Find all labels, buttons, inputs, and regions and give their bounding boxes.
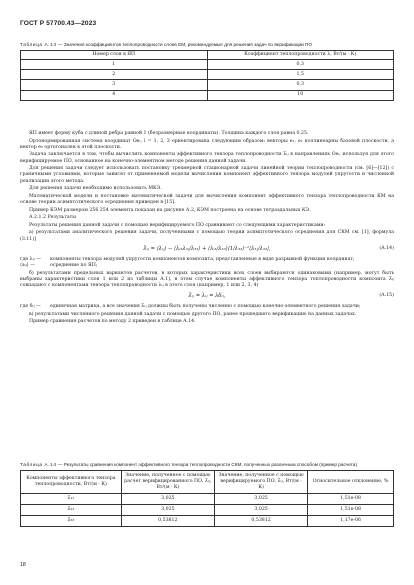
table-a13 <box>20 50 394 101</box>
table-cell: 1,51e-08 <box>308 505 394 516</box>
table-row <box>21 80 394 90</box>
paragraph: а) результатами аналитического решения задачи, полученными с помощью теории асимптотического осреднения для СКМ см. [1], формула (3.11)] <box>20 230 394 242</box>
table-cell: 0,53812 <box>214 515 307 526</box>
table-a14-header-verified: Значение, полученное с помощью верифицируемого ПО, λ̂ᵢⱼ, Вт/(м · К) <box>214 471 307 494</box>
section-heading: А.2.1.2 Результаты <box>29 215 76 221</box>
table-cell: 1,51e-08 <box>308 494 394 505</box>
table-row <box>21 494 394 505</box>
paragraph: ЯП имеет форму куба с длиной ребра равной 1 (безразмерные координаты). Толщина каждого слоя равна 0,25. <box>29 131 309 136</box>
table-a14-header-reference: Значение, полученное с помощью расчет верифицированного ПО, λ̂ᵢⱼ, Вт/(м · К) <box>121 471 214 494</box>
page-number: 18 <box>20 562 26 568</box>
legend-term: где δᵢⱼ — <box>20 304 41 309</box>
formula-a15-expression: λ̂ᵢⱼ = λᵢⱼ = λδᵢⱼ, <box>188 293 226 300</box>
table-cell: λ̂₃₃ <box>21 515 122 526</box>
legend-text: компоненты тензора модулей упругости компонентов композита, представленные в виде разрывной функции координат; <box>50 256 355 262</box>
legend-text: осреднение по ЯП; <box>50 262 98 268</box>
paragraph: Результаты решения данной задачи с помощью верифицируемого ПО сравнивают со следующими характеристиками: <box>29 222 326 228</box>
formula-a14 <box>20 246 394 253</box>
table-a13-caption <box>20 42 394 48</box>
table-cell: 0,53812 <box>121 515 214 526</box>
table-cell: 3,025 <box>121 505 214 516</box>
table-a14-title: — Результаты сравнения компонент эффективного тензора теплопроводности СКМ, полученных различным способом (пример расчета) <box>57 462 357 467</box>
paragraph: Для решения задачи следует использовать постановку трехмерной стационарной задачи линейной теории теплопроводности (см. [6]—[12]) с граничными условиями, которые зависят от применяемой модели вычисления компонент эффективного тензора модулей упругости и численной реализации этого метода. <box>20 166 394 184</box>
paragraph: Пример сравнения расчетов по методу 2 приведен в таблице А.14. <box>29 319 196 325</box>
legend-term: где λᵢⱼ — <box>20 256 41 262</box>
table-cell: λ̂₂₂ <box>21 505 122 516</box>
table-cell: 1,17e-06 <box>308 515 394 526</box>
table-cell: 3,025 <box>121 494 214 505</box>
table-cell: 0,3 <box>207 80 394 90</box>
formula-a14-number: (А.14) <box>379 245 394 251</box>
table-cell: 3,025 <box>214 494 307 505</box>
paragraph: в) результатами численного решения данной задачи с помощью другого ПО, ранее прошедшего верификацию на данных задачах. <box>29 311 357 317</box>
table-cell: 3 <box>21 80 208 90</box>
paragraph: Пример КЭМ размером 256 254 элемента показан на рисунке А.2, КЭМ построена на основе тетраэдальных КЭ. <box>29 207 311 213</box>
document-header: ГОСТ Р 57700.43—2023 <box>20 20 97 27</box>
table-row <box>21 70 394 80</box>
table-row <box>21 90 394 100</box>
table-row <box>21 505 394 516</box>
table-cell: 3,025 <box>214 505 307 516</box>
paragraph: Задача заключается в том, чтобы вычислить компоненты эффективного тензора теплопроводности λ̂ᵢⱼ в направлениях Oeᵢ, используя для этого верифицируемое ПО, основанное на конечно-элементном методе решения данной задачи. <box>20 152 394 164</box>
table-a14-label: Таблица А.14 <box>20 462 57 467</box>
table-cell: 0,3 <box>207 60 394 70</box>
table-cell: λ̂₁₁ <box>21 494 122 505</box>
table-a13-block <box>20 42 394 101</box>
table-a13-label: Таблица А.13 <box>20 42 57 47</box>
body-text <box>20 131 394 327</box>
formula-a14-expression: λ̂ᵢⱼ = ⟨λᵢⱼ⟩ − ⟨λᵢ₃λ₃ⱼ/λ₃₃⟩ + ⟨λᵢ₃/λ₃₃⟩⟨1/λ₃₃⟩⁻¹⟨λ₃ⱼ/λ₃₃⟩, <box>143 245 271 252</box>
paragraph: Математической модели и постановке математической задачи для вычисления компонент эффективного тензора теплопроводности КМ на основе теории асимптотического осреднения приведен в [15]. <box>20 193 394 205</box>
table-a14-header-deviation: Относительное отклонение, % <box>308 471 394 494</box>
paragraph: Ортонормированная система координат Oeᵢ, i = 1, 2, 3 ориентирована следующим образом: векторы e₁, e₂ коллинеарны базовой плоскости, а вектор e₃ ортогонален к этой плоскости. <box>20 138 394 150</box>
table-a14-header-component: Компоненты эффективного тензора теплопроводности, Вт/(м · К) <box>21 471 122 494</box>
table-a13-title: — Значения коэффициентов теплопроводности слоев ЕМ, рекомендуемые для решения задач по верификации ПО <box>57 42 313 47</box>
table-row <box>21 515 394 526</box>
legend-term: ⟨aᵢⱼ⟩ — <box>20 262 35 268</box>
table-a14-block <box>20 462 394 527</box>
paragraph: б) результатами предельных вариантов расчетов, в которых характеристики всех слоев выбираются одинаковыми (например, могут быть выбраны характеристики слоя 1 или 2 из таблицы А.1), в этом случае компоненты эффективного тензора теплопроводности композита λ̂ᵢⱼ совпадают с компонентами тензора теплопроводности λᵢⱼ в этого слоя (например, 1 или 2, 3, 4) <box>20 270 394 288</box>
formula-a15-number: (А.15) <box>379 293 394 299</box>
table-a14-caption <box>20 462 394 468</box>
table-a14 <box>20 470 394 526</box>
legend-text: единичная матрица, а все значения λ̂ᵢⱼ должны быть получены численно с помощью конечно-элементного решения задачи; <box>50 304 361 309</box>
formula-legend-item <box>20 263 394 269</box>
table-cell: 1,5 <box>207 70 394 80</box>
formula-legend-item <box>20 304 394 310</box>
table-cell: 4 <box>21 90 208 100</box>
table-a13-header-layer: Номер слоя в ЯП <box>21 51 208 60</box>
formula-a15 <box>20 293 394 300</box>
paragraph: Для решения задачи необходимо использовать МКЭ. <box>29 186 162 192</box>
table-a13-header-lambda: Коэффициент теплопроводности λ, Вт/(м · К) <box>207 51 394 60</box>
table-row <box>21 60 394 70</box>
table-cell: 10 <box>207 90 394 100</box>
table-cell: 1 <box>21 60 208 70</box>
table-cell: 2 <box>21 70 208 80</box>
